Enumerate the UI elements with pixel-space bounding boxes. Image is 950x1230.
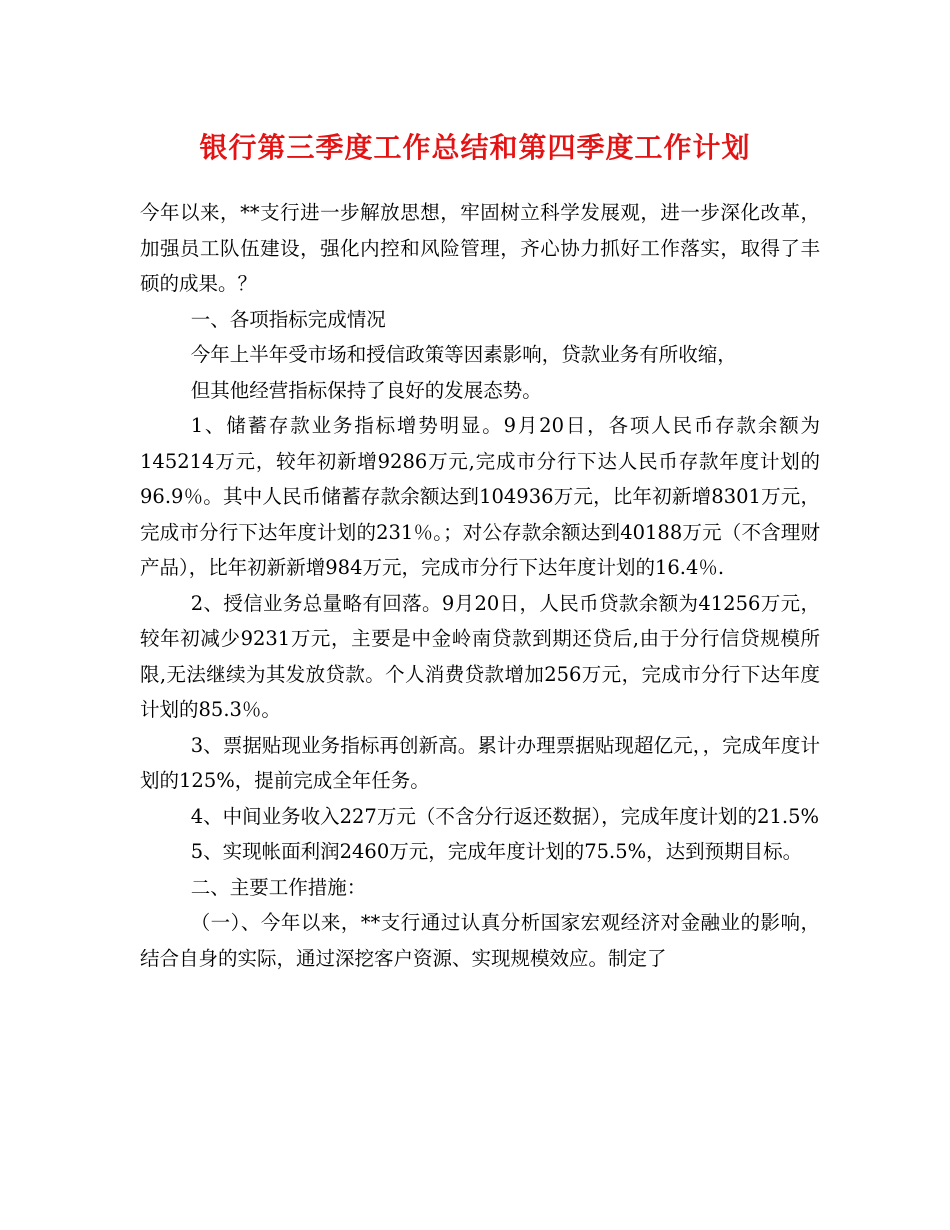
section-heading-indicators: 一、各项指标完成情况 <box>190 307 386 331</box>
paragraph-market-impact: 今年上半年受市场和授信政策等因素影响，贷款业务有所收缩， <box>190 343 737 366</box>
paragraph-measure-1: （一）、今年以来，**支行通过认真分析国家宏观经济对金融业的影响，结合自身的实际，通过深挖客户资源、实现规模效应。制定了 <box>140 911 820 970</box>
intro-paragraph: 今年以来，**支行进一步解放思想，牢固树立科学发展观，进一步深化改革，加强员工队伍建设，强化内控和风险管理，齐心协力抓好工作落实，取得了丰硕的成果。？ <box>140 201 820 295</box>
document-title: 银行第三季度工作总结和第四季度工作计划 <box>199 131 751 164</box>
paragraph-item-3: 3、票据贴现业务指标再创新高。累计办理票据贴现超亿元，，完成年度计划的125%，提前完成全年任务。 <box>140 733 820 792</box>
document-body <box>140 195 820 976</box>
paragraph-item-4: 4、中间业务收入227万元（不含分行返还数据），完成年度计划的21.5% <box>190 804 820 828</box>
paragraph-item-1: 1、储蓄存款业务指标增势明显。9月20日，各项人民币存款余额为145214万元，较年初新增9286万元,完成市分行下达人民币存款年度计划的96.9％。其中人民币储蓄存款余额达到104936万元，比年初新增8301万元，完成市分行下达年度计划的231％。；对公存款余额达到40188万元（不含理财产品），比年初新新增984万元，完成市分行下达年度计划的16.4％. <box>140 414 820 579</box>
paragraph-development-trend: 但其他经营指标保持了良好的发展态势。 <box>190 378 542 402</box>
paragraph-item-2: 2、授信业务总量略有回落。9月20日，人民币贷款余额为41256万元，较年初减少9231万元，主要是中金岭南贷款到期还贷后,由于分行信贷规模所限,无法继续为其发放贷款。个人消费贷款增加256万元，完成市分行下达年度计划的85.3％。 <box>140 591 820 721</box>
section-heading-measures: 二、主要工作措施： <box>190 875 367 899</box>
paragraph-item-5: 5、实现帐面利润2460万元，完成年度计划的75.5%，达到预期目标。 <box>190 840 803 863</box>
